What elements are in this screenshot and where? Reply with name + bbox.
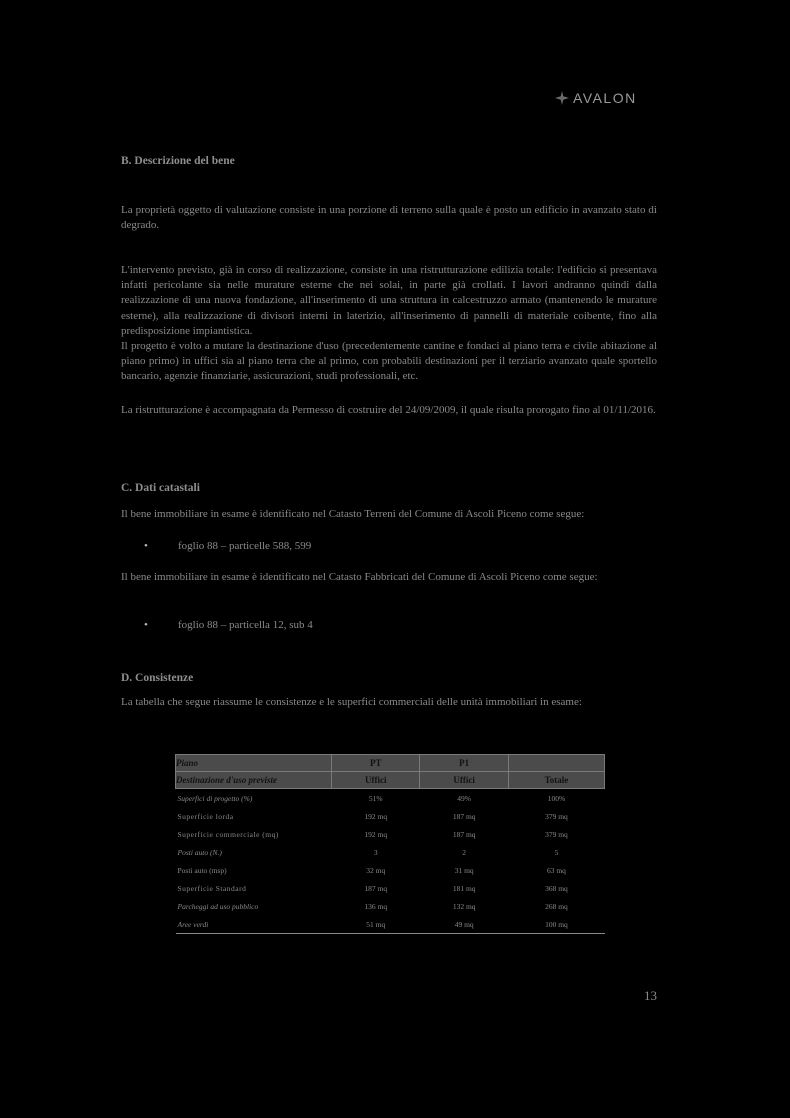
star-icon xyxy=(554,90,570,106)
page-number: 13 xyxy=(644,988,657,1003)
table-cell: 31 mq xyxy=(454,865,474,875)
header-cell: Uffici xyxy=(420,772,508,789)
bullet-fabbricati-text: foglio 88 – particella 12, sub 4 xyxy=(178,619,313,631)
table-cell: Parcheggi ad uso pubblico xyxy=(177,901,259,911)
table-cell: 2 xyxy=(462,847,467,857)
table-cell: 192 mq xyxy=(364,829,388,839)
table-cell: 379 mq xyxy=(545,811,568,821)
table-cell: 187 mq xyxy=(452,811,476,821)
table-row xyxy=(176,861,605,879)
table-cell: 49 mq xyxy=(420,915,508,934)
table-row xyxy=(176,825,605,843)
section-d-intro: La tabella che segue riassume le consistenze e le superfici commerciali delle unità immobiliari in esame: xyxy=(121,696,582,708)
table-cell: 100 mq xyxy=(508,915,604,934)
header-cell: Totale xyxy=(508,772,604,789)
section-b-title: B. Descrizione del bene xyxy=(121,155,235,167)
table-row xyxy=(176,807,605,825)
consistenze-table xyxy=(175,754,605,934)
table-cell: Posti auto (N.) xyxy=(177,847,222,857)
table-cell: 100% xyxy=(547,793,566,803)
table-cell: 379 mq xyxy=(545,829,568,839)
table-cell: Aree verdi xyxy=(176,915,332,934)
table-header-row xyxy=(176,772,605,789)
table-cell: 192 mq xyxy=(364,811,388,821)
table-cell: 63 mq xyxy=(546,865,566,875)
table-header-row xyxy=(176,755,605,772)
table-cell: Posti auto (msp) xyxy=(177,865,227,875)
table-row xyxy=(176,789,605,808)
table-cell: Superfici di progetto (%) xyxy=(177,793,253,803)
header-cell: Destinazione d'uso previste xyxy=(176,772,332,789)
logo-text: AVALON xyxy=(573,90,637,106)
table-row xyxy=(176,843,605,861)
header-cell xyxy=(508,755,604,772)
table-cell: Superficie lorda xyxy=(177,811,234,821)
catasto-terreni-intro: Il bene immobiliare in esame è identificato nel Catasto Terreni del Comune di Ascoli Piceno come segue: xyxy=(121,508,585,520)
table-row xyxy=(176,915,605,934)
table-cell: 51 mq xyxy=(332,915,420,934)
section-b-paragraph-1: La proprietà oggetto di valutazione consiste in una porzione di terreno sulla quale è posto un edificio in avanzato stato di degrado. xyxy=(121,204,657,232)
table-cell: 136 mq xyxy=(364,901,388,911)
table-cell: 368 mq xyxy=(545,883,568,893)
table-cell: 49% xyxy=(457,793,472,803)
bullet-terreni-text: foglio 88 – particelle 588, 599 xyxy=(178,540,312,552)
header-cell: P1 xyxy=(420,755,508,772)
section-b-paragraph-4: La ristrutturazione è accompagnata da Permesso di costruire del 24/09/2009, il quale risulta prorogato fino al 01/11/2016. xyxy=(121,404,656,416)
section-c-title: C. Dati catastali xyxy=(121,482,200,494)
bullet-icon: • xyxy=(144,540,148,552)
table-cell: 181 mq xyxy=(452,883,476,893)
table-cell: 5 xyxy=(554,847,559,857)
catasto-fabbricati-intro: Il bene immobiliare in esame è identificato nel Catasto Fabbricati del Comune di Ascoli Piceno come segue: xyxy=(121,571,598,583)
section-b-paragraph-3: Il progetto è volto a mutare la destinazione d'uso (precedentemente cantine e fondaci al piano terra e civile abitazione al piano primo) in uffici sia al piano terra che al primo, con probabili destinazioni per il terziario avanzato quale sportello bancario, agenzie finanziarie, assicurazioni, studi professionali, etc. xyxy=(121,340,657,383)
list-item xyxy=(144,619,313,631)
table-cell: Superficie commerciale (mq) xyxy=(177,829,279,839)
header-cell: Piano xyxy=(176,755,332,772)
table-cell: 132 mq xyxy=(452,901,476,911)
avalon-logo xyxy=(554,90,637,106)
header-cell: PT xyxy=(332,755,420,772)
list-item xyxy=(144,540,311,552)
table-cell: Superficie Standard xyxy=(177,883,247,893)
table-row xyxy=(176,879,605,897)
table-cell: 32 mq xyxy=(366,865,386,875)
section-d-title: D. Consistenze xyxy=(121,672,194,684)
table-cell: 51% xyxy=(368,793,383,803)
table-cell: 187 mq xyxy=(364,883,388,893)
table-row xyxy=(176,897,605,915)
bullet-icon: • xyxy=(144,619,148,631)
section-b-paragraph-2: L'intervento previsto, già in corso di realizzazione, consiste in una ristrutturazione edilizia totale: l'edificio si presentava infatti pericolante sia nelle murature esterne che nei solai, in parte già crollati. I lavori andranno quindi dalla realizzazione di una nuova fondazione, all'inserimento di una struttura in calcestruzzo armato (mantenendo le murature esterne), alla realizzazione di divisori interni in laterizio, all'inserimento di pannelli di materiale coibente, fino alla predisposizione impiantistica. xyxy=(121,264,657,337)
table-cell: 3 xyxy=(373,847,378,857)
table-cell: 187 mq xyxy=(452,829,476,839)
table-cell: 268 mq xyxy=(545,901,568,911)
header-cell: Uffici xyxy=(332,772,420,789)
